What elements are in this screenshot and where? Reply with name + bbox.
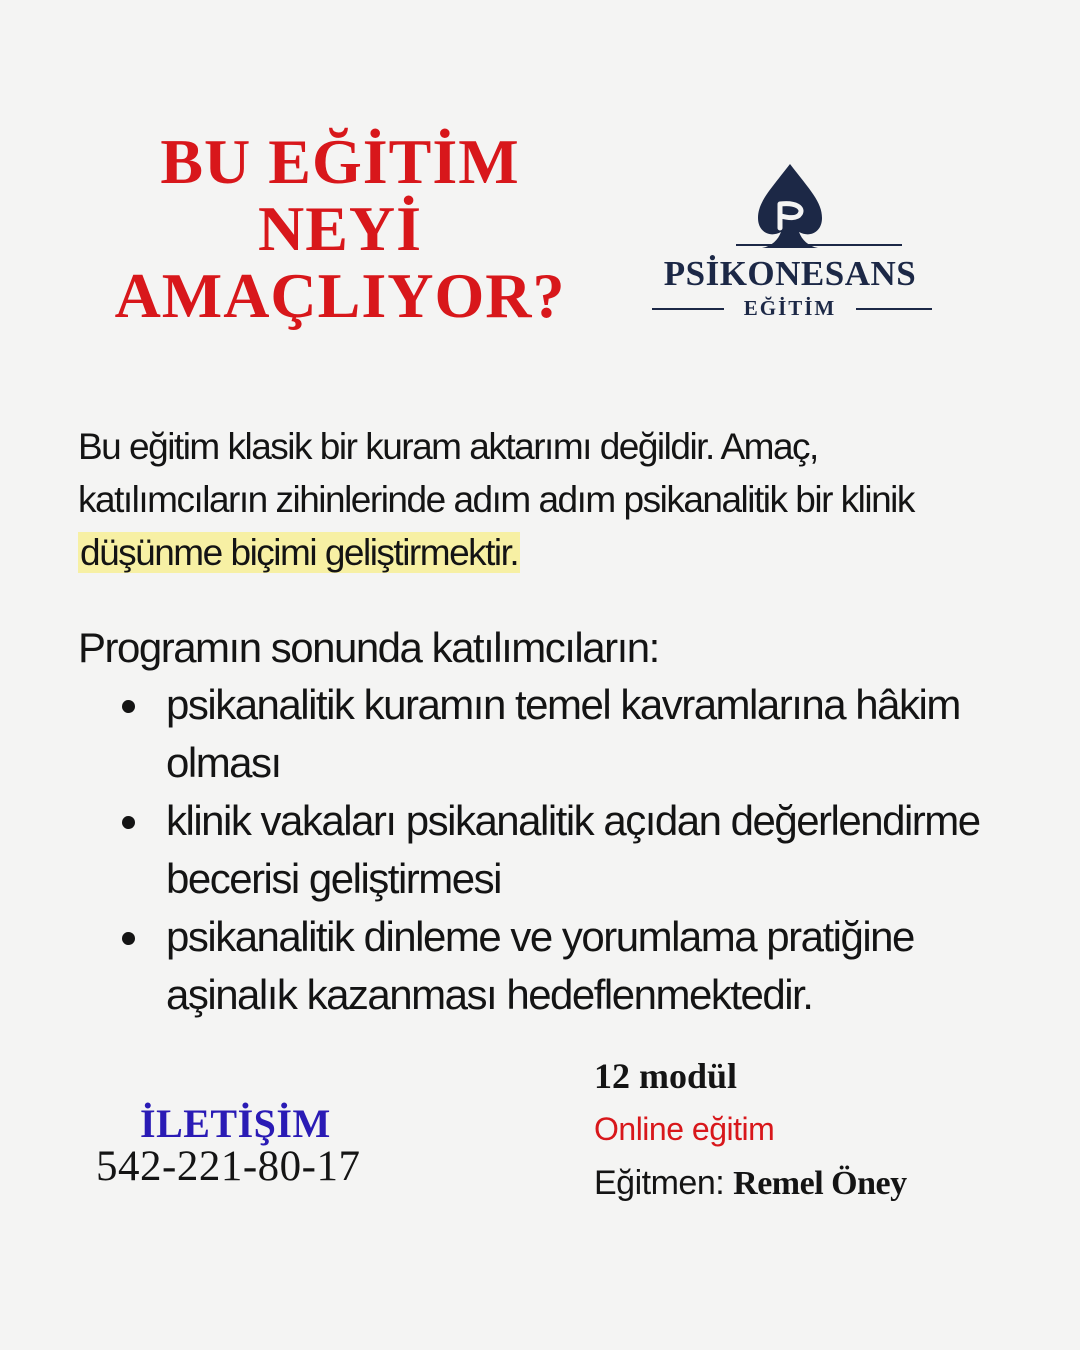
brand-logo [640, 158, 940, 328]
trainer-line [594, 1156, 1034, 1211]
trainer-name: Remel Öney [733, 1165, 907, 1202]
goals-heading: Programın sonunda katılımcıların: [78, 624, 659, 671]
intro-paragraph [78, 420, 938, 579]
goals-list [118, 676, 1018, 1024]
bullet-icon [122, 816, 135, 829]
title-line-1: BU EĞİTİM [160, 126, 520, 197]
title-line-3: AMAÇLIYOR? [114, 260, 566, 331]
list-item-text: psikanalitik dinleme ve yorumlama pratiğine aşinalık kazanması hedeflenmektedir. [166, 913, 914, 1018]
list-item [118, 908, 1018, 1024]
list-item-text: psikanalitik kuramın temel kavramlarına hâkim olması [166, 681, 960, 786]
intro-text: Bu eğitim klasik bir kuram aktarımı değildir. Amaç, katılımcıların zihinlerinde adım adım psikanalitik bir klinik [78, 426, 914, 520]
bullet-icon [122, 932, 135, 945]
logo-name: PSİKONESANS [663, 254, 917, 293]
trainer-label: Eğitmen: [594, 1164, 725, 1202]
title-line-2: NEYİ [257, 193, 423, 264]
logo-divider-right [856, 308, 932, 310]
contact-label: İLETİŞİM [140, 1101, 331, 1146]
intro-highlight: düşünme biçimi geliştirmektir. [80, 532, 519, 573]
list-item [118, 676, 1018, 792]
contact-phone[interactable]: 542-221-80-17 [96, 1143, 361, 1190]
list-item-text: klinik vakaları psikanalitik açıdan değerlendirme becerisi geliştirmesi [166, 797, 980, 902]
bullet-icon [122, 700, 135, 713]
logo-subtitle: EĞİTİM [743, 296, 837, 320]
spade-p-icon [640, 158, 940, 258]
module-count: 12 modül [594, 1056, 738, 1096]
course-format: Online eğitim [594, 1111, 775, 1147]
list-item [118, 792, 1018, 908]
page-title [60, 128, 620, 329]
course-info [594, 1052, 1034, 1211]
